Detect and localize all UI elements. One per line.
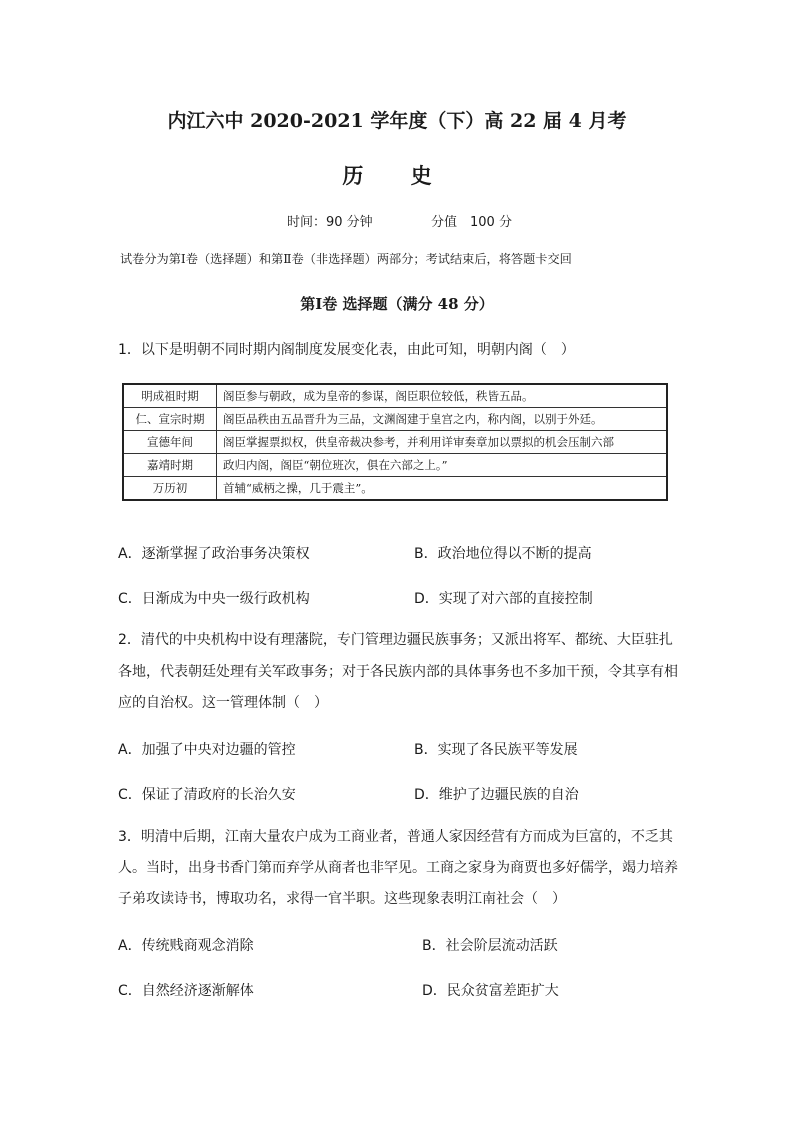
table-desc: 政归内阁，阁臣“朝位班次，俱在六部之上。” — [217, 454, 668, 477]
table-row — [123, 384, 667, 408]
exam-time: 时间：90 分钟 — [287, 215, 373, 230]
question-1-stem: 1．以下是明朝不同时期内阁制度发展变化表，由此可知，明朝内阁（ ） — [118, 342, 575, 358]
subject-title: 历 史 — [342, 163, 452, 188]
table-era: 万历初 — [123, 477, 217, 501]
table-row — [123, 477, 667, 501]
question-1-option-d[interactable]: D．实现了对六部的直接控制 — [414, 591, 593, 607]
table-era: 嘉靖时期 — [123, 454, 217, 477]
table-era: 宣德年间 — [123, 431, 217, 454]
table-row — [123, 408, 667, 431]
exam-instructions: 试卷分为第Ⅰ卷（选择题）和第Ⅱ卷（非选择题）两部分；考试结束后，将答题卡交回 — [120, 252, 572, 266]
question-3-stem-line: 3．明清中后期，江南大量农户成为工商业者，普通人家因经营有方而成为巨富的，不乏其 — [118, 829, 673, 845]
question-2-option-a[interactable]: A．加强了中央对边疆的管控 — [118, 742, 296, 758]
question-3-option-b[interactable]: B．社会阶层流动活跃 — [422, 938, 558, 954]
question-3-stem-line: 子弟攻读诗书，博取功名，求得一官半职。这些现象表明江南社会（ ） — [118, 891, 566, 907]
table-era: 仁、宣宗时期 — [123, 408, 217, 431]
question-2-option-b[interactable]: B．实现了各民族平等发展 — [414, 742, 578, 758]
table-desc: 阁臣参与朝政，成为皇帝的参谋，阁臣职位较低，秩皆五品。 — [217, 384, 668, 408]
section-title: 第Ⅰ卷 选择题（满分 48 分） — [300, 295, 494, 313]
exam-title: 内江六中 2020-2021 学年度（下）高 22 届 4 月考 — [167, 110, 627, 132]
question-2-stem-line: 2．清代的中央机构中设有理藩院，专门管理边疆民族事务；又派出将军、都统、大臣驻扎 — [118, 632, 673, 648]
question-3-option-a[interactable]: A．传统贱商观念消除 — [118, 938, 254, 954]
table-desc: 阁臣掌握票拟权，供皇帝裁决参考，并利用详审奏章加以票拟的机会压制六部 — [217, 431, 668, 454]
question-2-option-c[interactable]: C．保证了清政府的长治久安 — [118, 787, 296, 803]
question-3-option-d[interactable]: D．民众贫富差距扩大 — [422, 983, 559, 999]
table-desc: 首辅“威柄之操，几于震主”。 — [217, 477, 668, 501]
question-3-option-c[interactable]: C．自然经济逐渐解体 — [118, 983, 254, 999]
table-row — [123, 431, 667, 454]
ming-cabinet-table — [122, 383, 668, 501]
question-1-option-a[interactable]: A．逐渐掌握了政治事务决策权 — [118, 546, 310, 562]
question-2-option-d[interactable]: D．维护了边疆民族的自治 — [414, 787, 579, 803]
table-desc: 阁臣品秩由五品晋升为三品，文渊阁建于皇宫之内，称内阁，以别于外廷。 — [217, 408, 668, 431]
question-3-stem-line: 人。当时，出身书香门第而弃学从商者也非罕见。工商之家身为商贾也多好儒学，竭力培养 — [118, 860, 678, 876]
question-2-stem-line: 应的自治权。这一管理体制（ ） — [118, 695, 328, 711]
exam-score: 分值 100 分 — [431, 215, 512, 230]
question-1-option-b[interactable]: B．政治地位得以不断的提高 — [414, 546, 592, 562]
table-era: 明成祖时期 — [123, 384, 217, 408]
table-row — [123, 454, 667, 477]
question-1-option-c[interactable]: C．日渐成为中央一级行政机构 — [118, 591, 310, 607]
question-2-stem-line: 各地，代表朝廷处理有关军政事务；对于各民族内部的具体事务也不多加干预，令其享有相 — [118, 664, 678, 680]
